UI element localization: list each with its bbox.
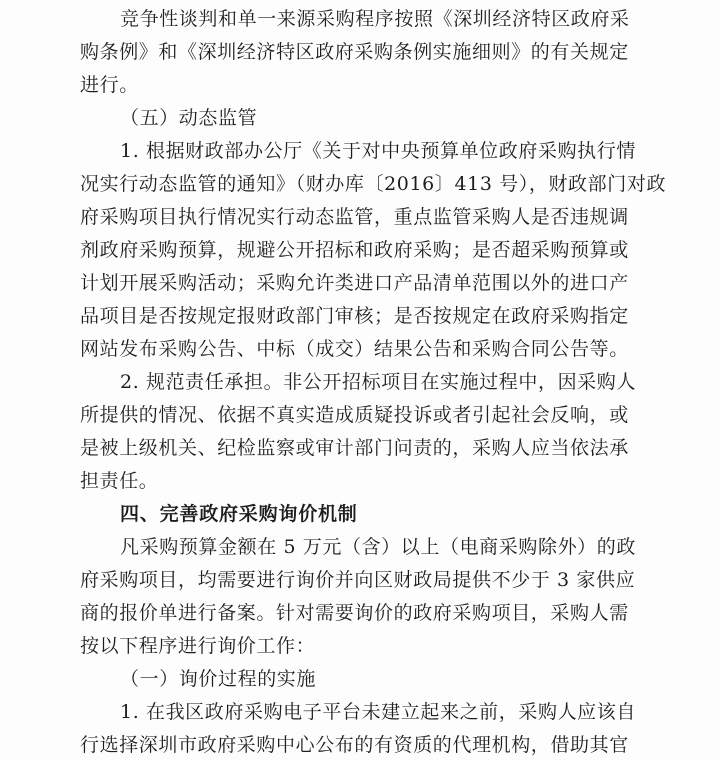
text-line: 况实行动态监管的通知》（财办库〔2016〕413 号），财政部门对政 [80,173,667,195]
text-line: 凡采购预算金额在 5 万元（含）以上（电商采购除外）的政 [120,536,636,558]
text-line: 网站发布采购公告、中标（成交）结果公告和采购合同公告等。 [80,338,629,360]
text-line: 品项目是否按规定报财政部门审核；是否按规定在政府采购指定 [80,305,629,327]
section-heading: 四、完善政府采购询价机制 [120,503,358,525]
text-line: 1. 在我区政府采购电子平台未建立起来之前，采购人应该自 [120,701,636,723]
text-line: 行选择深圳市政府采购中心公布的有资质的代理机构，借助其官 [80,734,629,756]
text-line: 担责任。 [80,470,159,492]
text-line: 所提供的情况、依据不真实造成质疑投诉或者引起社会反响，或 [80,404,629,426]
section-heading: （一）询价过程的实施 [120,668,317,690]
section-heading: （五）动态监管 [120,107,258,129]
text-line: 购条例》和《深圳经济特区政府采购条例实施细则》的有关规定 [80,41,629,63]
text-line: 按以下程序进行询价工作： [80,635,316,657]
text-line: 进行。 [80,74,139,96]
text-line: 剂政府采购预算，规避公开招标和政府采购；是否超采购预算或 [80,239,629,261]
text-line: 2. 规范责任承担。非公开招标项目在实施过程中，因采购人 [120,371,636,393]
text-line: 计划开展采购活动；采购允许类进口产品清单范围以外的进口产 [80,272,629,294]
text-line: 府采购项目执行情况实行动态监管，重点监管采购人是否违规调 [80,206,629,228]
text-line: 府采购项目，均需要进行询价并向区财政局提供不少于 3 家供应 [80,569,636,591]
text-line: 商的报价单进行备案。针对需要询价的政府采购项目，采购人需 [80,602,629,624]
text-line: 1. 根据财政部办公厅《关于对中央预算单位政府采购执行情 [120,140,636,162]
text-line: 竞争性谈判和单一来源采购程序按照《深圳经济特区政府采 [120,8,630,30]
text-line: 是被上级机关、纪检监察或审计部门问责的，采购人应当依法承 [80,437,629,459]
